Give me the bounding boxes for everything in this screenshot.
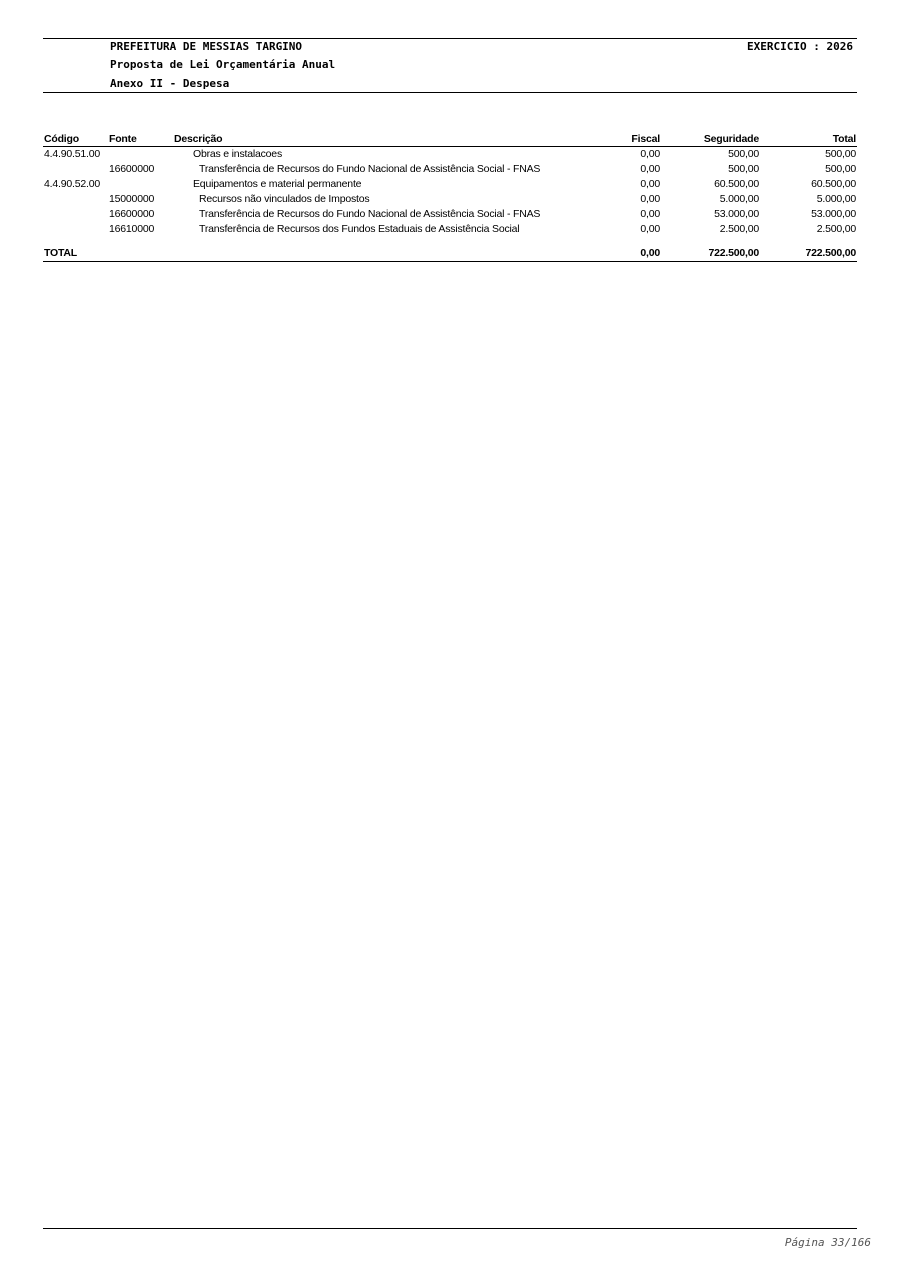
footer-rule — [43, 1228, 857, 1229]
page-number: Página 33/166 — [784, 1236, 871, 1249]
cell-seguridade: 60.500,00 — [714, 178, 759, 190]
table-total-rule — [43, 261, 857, 262]
cell-total: 53.000,00 — [811, 208, 856, 220]
cell-seguridade: 500,00 — [728, 148, 759, 160]
col-header-codigo: Código — [44, 133, 79, 145]
table-row — [43, 162, 857, 177]
entity-name: PREFEITURA DE MESSIAS TARGINO — [110, 40, 303, 53]
cell-fiscal: 0,00 — [640, 148, 660, 160]
col-header-fiscal: Fiscal — [631, 133, 660, 145]
col-header-seguridade: Seguridade — [703, 133, 759, 145]
cell-fiscal: 0,00 — [640, 178, 660, 190]
header-top-rule — [43, 38, 857, 39]
cell-total: 500,00 — [825, 163, 856, 175]
header-bottom-rule — [43, 92, 857, 93]
cell-descricao: Obras e instalacoes — [193, 148, 282, 160]
cell-fiscal: 0,00 — [640, 193, 660, 205]
table-row — [43, 192, 857, 207]
cell-fonte: 15000000 — [109, 193, 155, 205]
cell-descricao: Transferência de Recursos do Fundo Nacional de Assistência Social - FNAS — [199, 163, 541, 175]
cell-descricao: Equipamentos e material permanente — [193, 178, 362, 190]
table-row — [43, 177, 857, 192]
cell-codigo: 4.4.90.51.00 — [44, 148, 100, 160]
table-row — [43, 147, 857, 162]
total-total: 722.500,00 — [805, 247, 856, 259]
cell-descricao: Transferência de Recursos do Fundo Nacional de Assistência Social - FNAS — [199, 208, 541, 220]
cell-fiscal: 0,00 — [640, 223, 660, 235]
total-fiscal: 0,00 — [640, 247, 660, 259]
table-total-row — [43, 246, 857, 261]
cell-total: 5.000,00 — [816, 193, 856, 205]
cell-total: 2.500,00 — [816, 223, 856, 235]
table-spacer — [43, 237, 857, 246]
expense-table — [43, 132, 857, 262]
cell-total: 500,00 — [825, 148, 856, 160]
document-title: Proposta de Lei Orçamentária Anual — [110, 58, 336, 71]
total-seguridade: 722.500,00 — [708, 247, 759, 259]
cell-total: 60.500,00 — [811, 178, 856, 190]
cell-fonte: 16610000 — [109, 223, 155, 235]
col-header-descricao: Descrição — [174, 133, 223, 145]
cell-descricao: Transferência de Recursos dos Fundos Estaduais de Assistência Social — [199, 223, 520, 235]
cell-descricao: Recursos não vinculados de Impostos — [199, 193, 370, 205]
cell-seguridade: 53.000,00 — [714, 208, 759, 220]
cell-seguridade: 500,00 — [728, 163, 759, 175]
table-row — [43, 222, 857, 237]
table-row — [43, 207, 857, 222]
cell-seguridade: 5.000,00 — [719, 193, 759, 205]
cell-seguridade: 2.500,00 — [719, 223, 759, 235]
cell-fiscal: 0,00 — [640, 208, 660, 220]
total-label: TOTAL — [44, 247, 78, 259]
col-header-fonte: Fonte — [109, 133, 137, 145]
col-header-total: Total — [832, 133, 856, 145]
cell-fonte: 16600000 — [109, 163, 155, 175]
exercise-year: EXERCICIO : 2026 — [747, 40, 853, 53]
table-header-row — [43, 132, 857, 146]
annex-title: Anexo II - Despesa — [110, 77, 230, 90]
cell-fiscal: 0,00 — [640, 163, 660, 175]
cell-fonte: 16600000 — [109, 208, 155, 220]
cell-codigo: 4.4.90.52.00 — [44, 178, 100, 190]
